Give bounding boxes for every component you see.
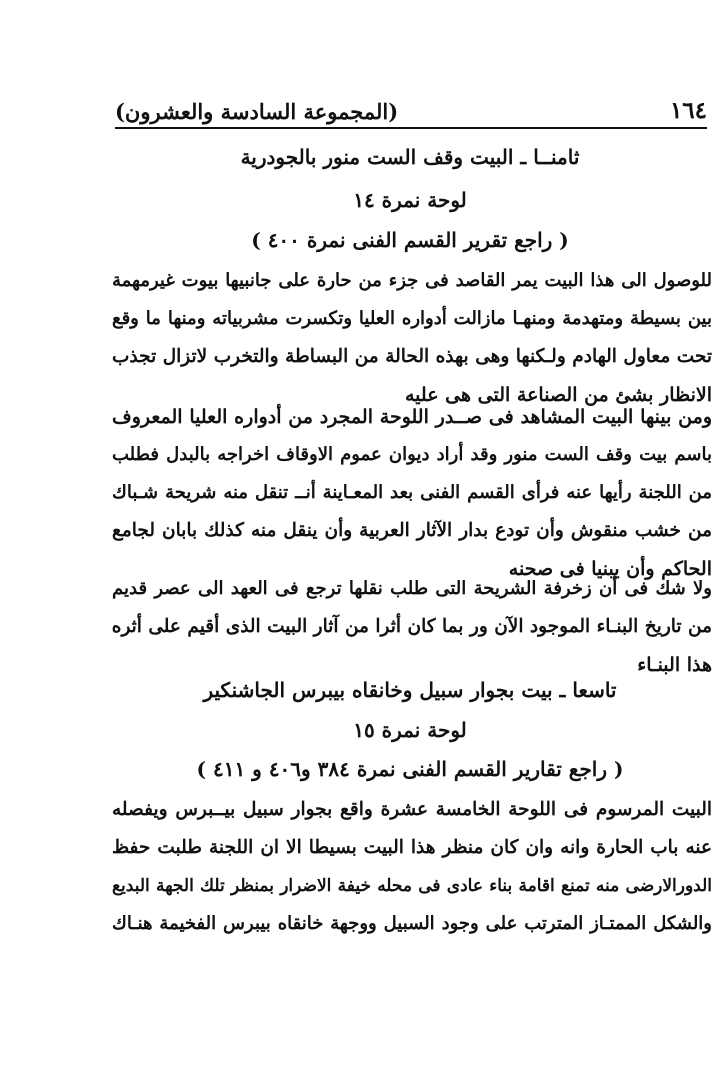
text-line: للوصول الى هذا البيت يمر القاصد فى جزء من حارة على جانبيها بيوت غيرمهمة [112,270,712,291]
section-8-paragraph-2 [112,398,712,588]
text-line: الدورالارضى منه تمنع اقامة بناء عادى فى محله خيفة الاضرار بمنظر تلك الجهة البديع [112,876,712,896]
page-number: ١٦٤ [669,97,707,124]
text-line: من تاريخ البنـاء الموجود الآن ور بما كان أثرا من آثار البيت الذى أقيم على أثره [112,616,712,637]
section-8-paragraph-3 [112,570,712,684]
section-8-report-reference: ( راجع تقرير القسم الفنى نمرة ٤٠٠ ) [251,228,569,252]
page-header [115,88,707,124]
text-line: بين بسيطة ومتهدمة ومنهـا مازالت أدواره العليا وتكسرت مشربياته ومنها ما وقع [112,308,712,329]
section-8-paragraph-1 [112,262,712,414]
text-line: والشكل الممتـاز المترتب على وجود السبيل ووجهة خانقاه بيبرس الفخيمة هنـاك [112,913,712,934]
section-8-heading: ثامنــا ـ البيت وقف الست منور بالجودرية [240,145,580,169]
text-line: ومن بينها البيت المشاهد فى صــدر اللوحة المجرد من أدواره العليا المعروف [112,406,712,428]
section-9-paragraph-1 [112,791,712,943]
text-line: الحاكم وأن يبنيا فى صحنه [508,558,712,580]
running-title: (المجموعة السادسة والعشرون) [115,99,399,124]
text-line: من خشب منقوش وأن تودع بدار الآثار العربية وأن ينقل منه كذلك بابان لجامع [112,520,712,541]
text-line: هذا البنـاء [637,654,712,676]
text-line: من اللجنة رأيها عنه فرأى القسم الفنى بعد المعـاينة أنــ تنقل منه شريحة شـباك [112,482,712,503]
text-line: باسم بيت وقف الست منور وقد أراد ديوان عموم الاوقاف اخراجه بالبدل فطلب [112,444,712,465]
text-line: تحت معاول الهادم ولـكنها وهى بهذه الحالة من البساطة والتخرب لاتزال تجذب [112,346,712,367]
text-line: الانظار بشئ من الصناعة التى هى عليه [405,384,712,406]
header-divider [115,127,707,129]
text-line: ولا شك فى أن زخرفة الشريحة التى طلب نقلها ترجع فى العهد الى عصر قديم [112,578,712,599]
text-line: عنه باب الحارة وانه وان كان منظر هذا البيت بسيطا الا ان اللجنة طلبت حفظ [112,837,712,858]
section-9-report-reference: ( راجع تقارير القسم الفنى نمرة ٣٨٤ و٤٠٦ و ٤١١ ) [196,757,624,781]
section-8-plate-number: لوحة نمرة ١٤ [353,188,467,212]
section-9-plate-number: لوحة نمرة ١٥ [353,718,467,742]
section-9-heading: تاسعا ـ بيت بجوار سبيل وخانقاه بيبرس الجاشنكير [203,678,617,702]
text-line: البيت المرسوم فى اللوحة الخامسة عشرة واقع بجوار سبيل بيــبرس ويفصله [112,799,712,820]
